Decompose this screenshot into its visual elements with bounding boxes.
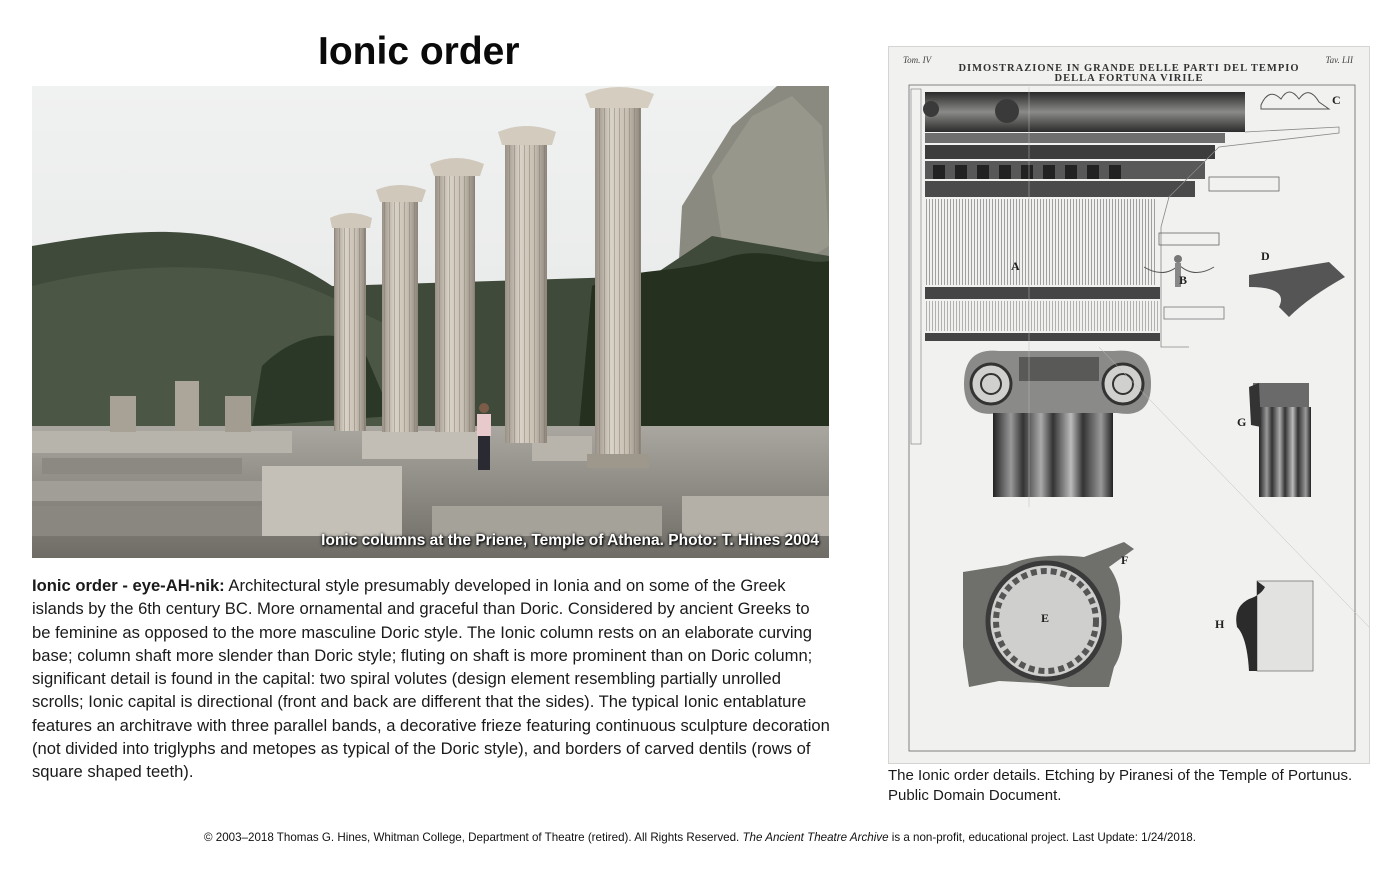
footer-copyright <box>0 831 1400 844</box>
column-1 <box>330 213 372 431</box>
etching-label-e: E <box>1041 611 1050 625</box>
etching-volume-mark: Tom. IV <box>903 55 932 65</box>
etching-label-g: G <box>1237 415 1247 429</box>
definition-term: Ionic order - eye-AH-nik: <box>32 576 225 595</box>
etching-label-a: A <box>1011 259 1020 273</box>
etching-label-f: F <box>1121 553 1129 567</box>
archive-name: The Ancient Theatre Archive <box>742 831 889 844</box>
page-title: Ionic order <box>318 30 520 73</box>
etching-label-d: D <box>1261 249 1270 263</box>
etching-caption: The Ionic order details. Etching by Piranesi of the Temple of Portunus. Public Domain Document. <box>888 767 1353 804</box>
piranesi-etching <box>888 46 1370 764</box>
etching-title <box>889 64 1369 84</box>
etching-plate-number: Tav. LII <box>1325 55 1353 65</box>
etching-label-h: H <box>1215 617 1225 631</box>
photo-illustration <box>32 86 829 558</box>
etching-label-c: C <box>1332 93 1341 107</box>
photo-caption: Ionic columns at the Priene, Temple of Athena. Photo: T. Hines 2004 <box>321 532 819 549</box>
footer-tail: is a non-profit, educational project. Last Update: 1/24/2018. <box>888 831 1196 844</box>
definition-text: Architectural style presumably developed in Ionia and on some of the Greek islands by the 6th century BC. More ornamental and graceful than Doric. Considered by ancient Greeks to be feminine as opposed to the more masculine Doric style. The Ionic column rests on an elaborate curving base; column shaft more slender than Doric style; fluting on shaft is more prominent than on Doric column; significant detail is found in the capital: two spiral volutes (design element resembling partially unrolled scrolls; Ionic capital is directional (front and back are different that the sides). The typical Ionic entablature features an architrave with three parallel bands, a decorative frieze featuring continuous sculpture decoration (not divided into triglyphs and metopes as typical of the Doric style), and borders of carved dentils (rows of square shaped teeth). <box>32 576 830 782</box>
etching-title-line2: DELLA FORTUNA VIRILE <box>1054 73 1204 84</box>
priene-columns-photo <box>32 86 829 558</box>
etching-label-b: B <box>1179 273 1188 287</box>
etching-title-line1: DIMOSTRAZIONE IN GRANDE DELLE PARTI DEL TEMPIO <box>958 63 1300 74</box>
copyright-text: © 2003–2018 Thomas G. Hines, Whitman College, Department of Theatre (retired). All Rights Reserved. <box>204 831 743 844</box>
etching-illustration <box>889 47 1370 764</box>
ionic-order-description <box>32 574 832 784</box>
